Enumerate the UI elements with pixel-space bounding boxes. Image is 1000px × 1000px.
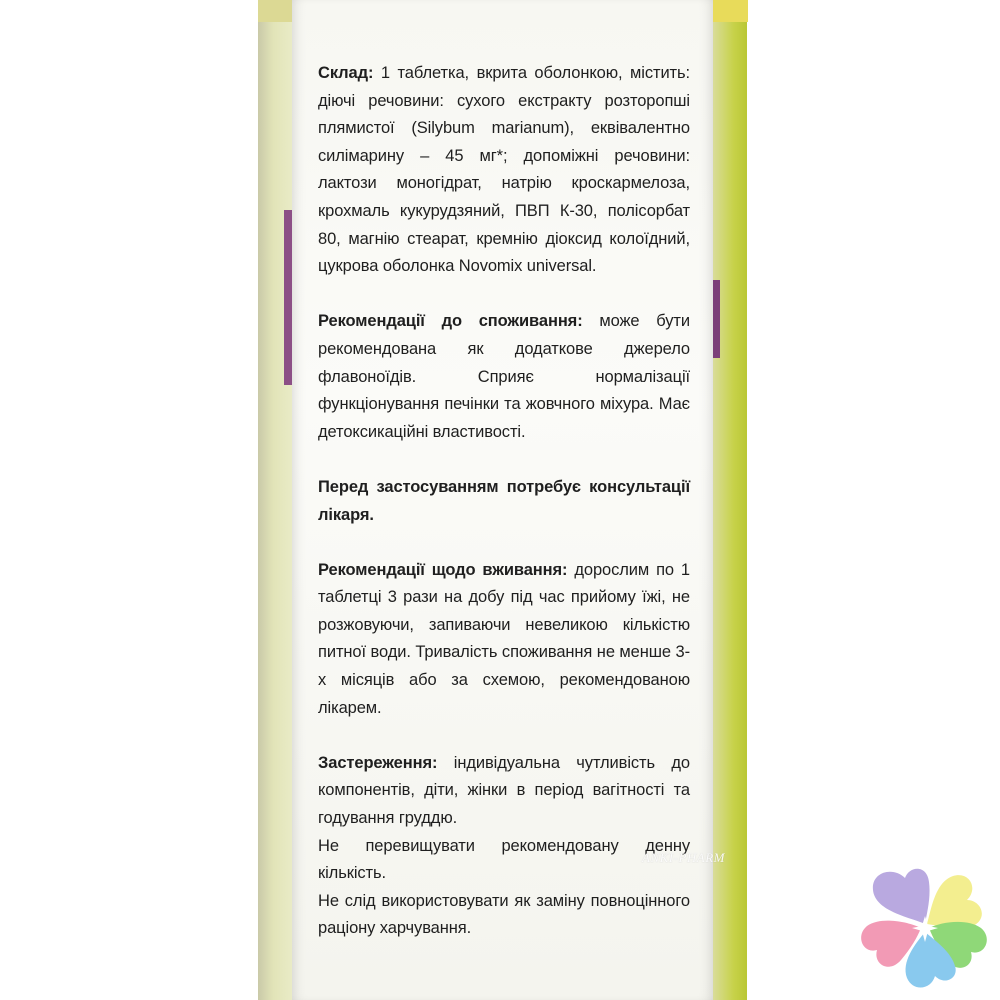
box-top-fold-right — [708, 0, 748, 22]
warnings-label: Застереження: — [318, 753, 438, 772]
label-text-block — [318, 60, 690, 943]
box-left-side — [258, 0, 292, 1000]
pharmacy-flower-logo-icon — [855, 862, 995, 992]
warnings-line-2: Не перевищувати рекомендовану денну кількість. — [318, 836, 690, 883]
warnings-line-1 — [318, 750, 690, 833]
usage-text: дорослим по 1 таблетці 3 рази на добу під час прийому їжі, не розжовуючи, запиваючи невеликою кількістю питної води. Тривалість споживання не менше 3-х місяців або за схемою, рекомендованою лікарем. — [318, 560, 690, 717]
warnings-paragraph — [318, 750, 690, 943]
composition-label: Склад: — [318, 64, 374, 82]
composition-paragraph — [318, 60, 690, 281]
consultation-text: Перед застосуванням потребує консультації лікаря. — [318, 477, 690, 524]
logo-petal-yellow — [927, 875, 982, 928]
warnings-line-3: Не слід використовувати як заміну повноцінного раціону харчування. — [318, 891, 690, 938]
watermark-text: ANKI-PHARM — [642, 850, 725, 865]
box-left-purple-stripe — [284, 210, 292, 385]
box-right-purple-stripe — [713, 280, 720, 358]
consultation-paragraph — [318, 474, 690, 529]
warnings-text: індивідуальна чутливість до компонентів, діти, жінки в період вагітності та годування груддю. — [318, 753, 690, 828]
composition-text: 1 таблетка, вкрита оболонкою, містить: діючі речовини: сухого екстракту розторопші плямистої (Silybum marianum), еквівалентно силімарину – 45 мг*; допоміжні речовини: лактози моногідрат, натрію кроскармелоза, крохмаль кукурудзяний, ПВП К-30, полісорбат 80, магнію стеарат, кремнію діоксид колоїдний, цукрова оболонка Novomix universal. — [318, 64, 690, 276]
usage-label: Рекомендації щодо вживання: — [318, 560, 568, 579]
consumption-label: Рекомендації до споживання: — [318, 312, 583, 331]
usage-paragraph — [318, 557, 690, 723]
consumption-text: може бути рекомендована як додаткове джерело флавоноїдів. Сприяє нормалізації функціонування печінки та жовчного міхура. Має детоксикаційні властивості. — [318, 312, 690, 441]
logo-petal-purple — [873, 869, 930, 924]
consumption-paragraph — [318, 308, 690, 446]
